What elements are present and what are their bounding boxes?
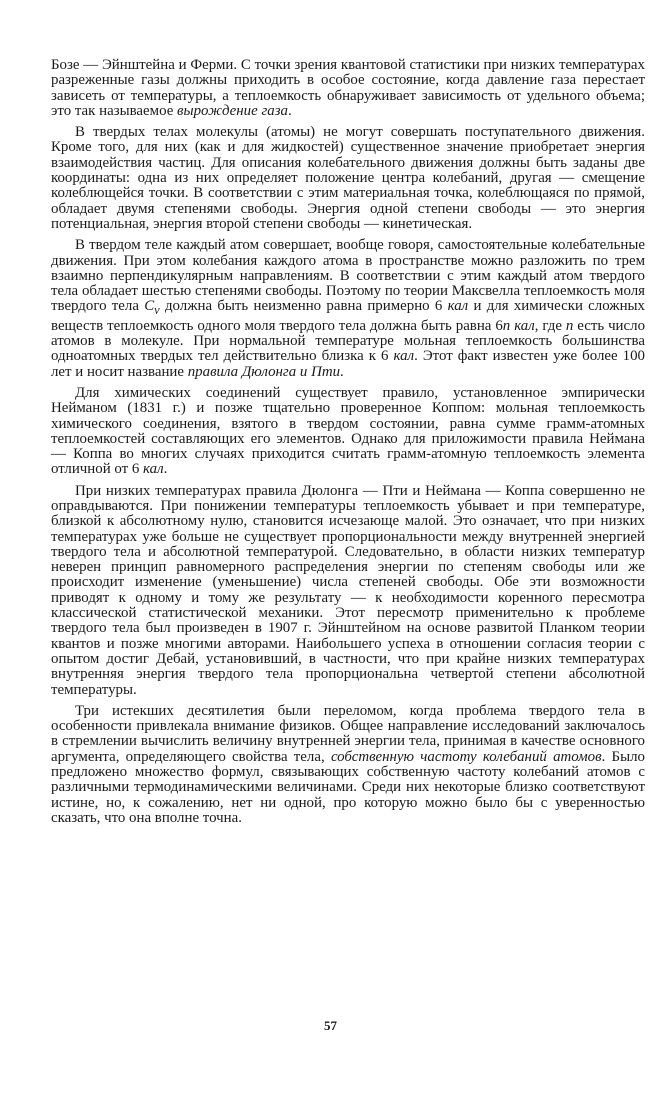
text-run: . Этот факт известен уже более 100 лет и носит название: [51, 348, 645, 380]
subscript-text: v: [154, 303, 160, 318]
text-run: При низких температурах правила Дюлонга — Пти и Неймана — Коппа совершенно не оправдываются. При понижении температуры теплоемкость убывает и при температуре, близкой к абсолютному нулю, становится исчезающе малой. Это означает, что при низких температурах уже больше не существует пропорциональности между внутренней энергией твердого тела и абсолютной температурой. Следовательно, в области низких температур неверен принцип равномерного распределения энергии по степеням свободы или же происходит изменение (уменьшение) числа степеней свободы. Обе эти возможности приводят к одному и тому же результату — к необходимости коренного пересмотра классической статистической механики. Этот пересмотр применительно к проблеме твердого тела был произведен в 1907 г. Эйнштейном на основе развитой Планком теории квантов и позже многими авторами. Наибольшего успеха в отношении согласия теории с опытом достиг Дебай, установивший, в частности, что при крайне низких температурах внутренняя энергия твердого тела пропорциональна четвертой степени абсолютной температуры.: [51, 482, 645, 698]
italic-term: собственную частоту колебаний атомов: [330, 748, 602, 765]
text-run: .: [163, 461, 168, 478]
page-body: [51, 58, 645, 832]
paragraph-3: [51, 238, 645, 380]
text-run: .: [287, 102, 292, 119]
paragraph-4: [51, 386, 645, 478]
italic-term: кал: [514, 317, 535, 334]
italic-term: вырождение газа: [177, 102, 288, 119]
italic-term: C: [144, 298, 155, 315]
paragraph-6: [51, 704, 645, 826]
italic-term: правила Дюлонга и Пти: [187, 363, 341, 380]
paragraph-2: [51, 125, 645, 232]
italic-term: кал: [143, 461, 164, 478]
text-run: Бозе — Эйнштейна и Ферми. С точки зрения квантовой статистики при низких температурах разреженные газы должны приходить в особое состояние, когда давление газа перестает зависеть от температуры, а теплоемкость обнаруживает зависимость от удельного объема; это так называемое: [51, 57, 645, 119]
italic-term: n: [502, 317, 511, 334]
text-run: В твердых телах молекулы (атомы) не могут совершать поступательного движения. Кроме того, для них (как и для жидкостей) существенное значение приобретает энергия взаимодействия частиц. Для описания колебательного движения должны быть заданы две координаты: одна из них определяет положение центра колебаний, другая — смещение колеблющейся точки. В соответствии с этим материальная точка, колеблющаяся по прямой, обладает двумя степенями свободы. Энергия одной степени свободы — это энергия потенциальная, энергия второй степени свободы — кинетическая.: [51, 124, 645, 232]
italic-term: n: [565, 317, 574, 334]
text-run: .: [340, 363, 344, 380]
paragraph-5: [51, 484, 645, 698]
text-run: , где: [534, 317, 566, 334]
text-run: Три истекших десятилетия были переломом, когда проблема твердого тела в особенности привлекала внимание физиков. Общее направление исследований заключалось в стремлении вычислить величину внутренней энергии тела, принимая в качестве основного аргумента, определяющего свойства тела,: [51, 702, 645, 765]
text-run: и для химически сложных веществ теплоемкость одного моля твердого тела должна быть равна 6: [51, 298, 646, 334]
text-run: должна быть неизменно равна примерно 6: [159, 298, 448, 315]
italic-term: кал: [393, 348, 415, 365]
text-run: есть число атомов в молекуле. При нормальной температуре мольная теплоемкость большинства одноатомных твердых тел действительно близка к 6: [51, 317, 646, 365]
text-run: Для химических соединений существует правило, установленное эмпирически Нейманом (1831 г.) и позже тщательно проверенное Коппом: мольная теплоемкость химического соединения, взятого в твердом состоянии, равна сумме грамм-атомных теплоемкостей составляющих его элементов. Однако для приложимости правила Неймана — Коппа во многих случаях приходится считать грамм-атомную теплоемкость элемента отличной от 6: [51, 384, 645, 478]
paragraph-1: [51, 58, 645, 119]
italic-term: кал: [447, 298, 469, 315]
page-number: 57: [324, 1018, 337, 1033]
text-run: . Было предложено множество формул, связывающих собственную частоту колебаний атомов с различными термодинамическими величинами. Среди них некоторые близко соответствуют истине, но, к сожалению, нет ни одной, про которую можно было бы с уверенностью сказать, что она вполне точна.: [51, 748, 645, 826]
text-run: В твердом теле каждый атом совершает, вообще говоря, самостоятельные колебательные движения. При этом колебания каждого атома в пространстве можно разложить по трем взаимно перпендикулярным направлениям. В соответствии с этим каждый атом твердого тела обладает шестью степенями свободы. Поэтому по теории Максвелла теплоемкость моля твердого тела: [51, 237, 645, 315]
